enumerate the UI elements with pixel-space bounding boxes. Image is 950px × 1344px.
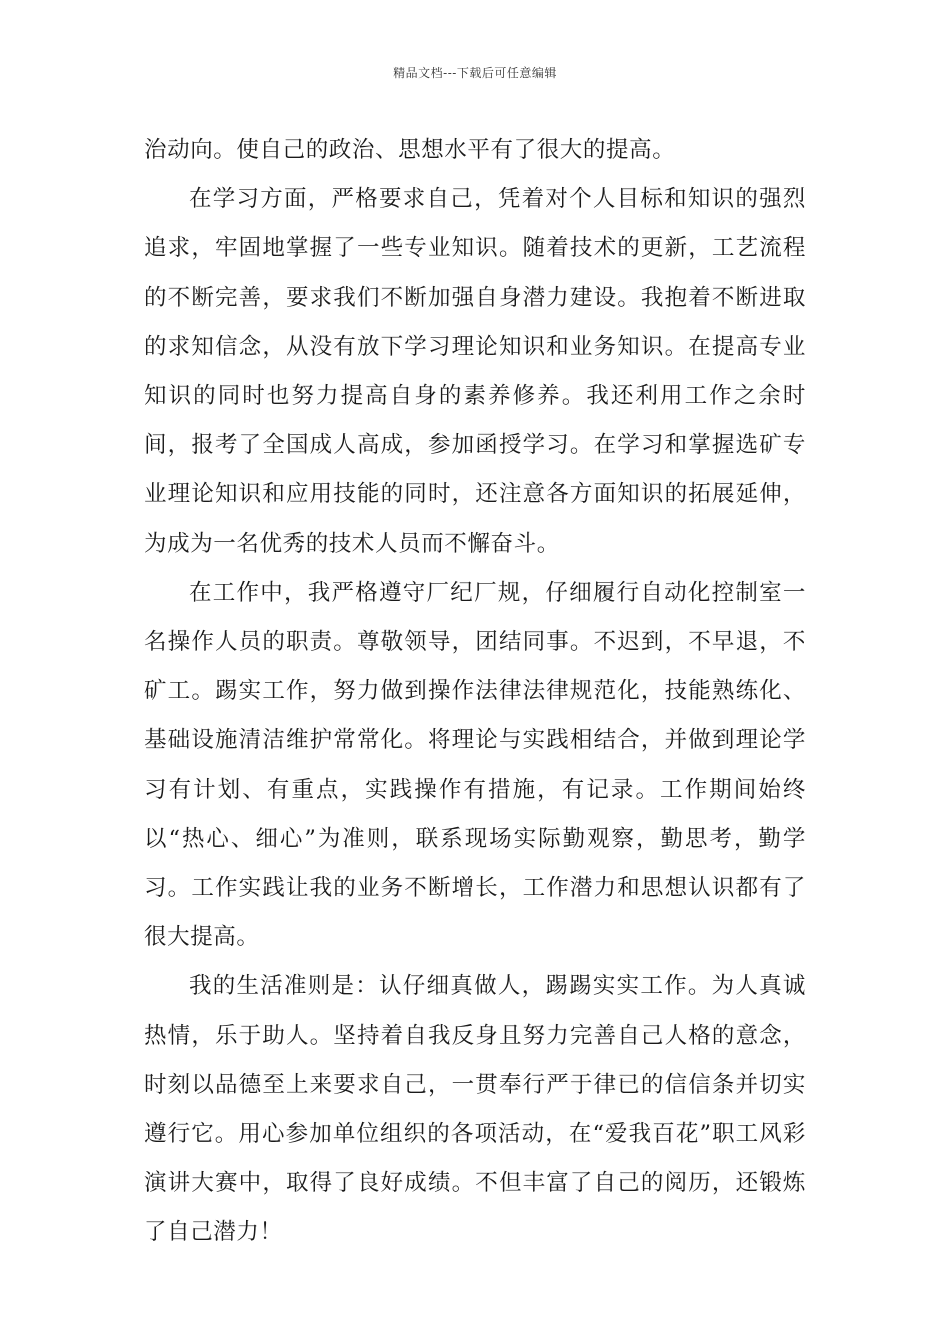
paragraph-study: 在学习方面，严格要求自己，凭着对个人目标和知识的强烈追求，牢固地掌握了一些专业知识。随着技术的更新，工艺流程的不断完善，要求我们不断加强自身潜力建设。我抱着不断进取的求知信念，从没有放下学习理论知识和业务知识。在提高专业知识的同时也努力提高自身的素养修养。我还利用工作之余时间，报考了全国成人高成，参加函授学习。在学习和掌握选矿专业理论知识和应用技能的同时，还注意各方面知识的拓展延伸，为成为一名优秀的技术人员而不懈奋斗。 xyxy=(144,186,806,557)
paragraph-life: 我的生活准则是：认仔细真做人，踢踢实实工作。为人真诚热情，乐于助人。坚持着自我反身且努力完善自己人格的意念，时刻以品德至上来要求自己，一贯奉行严于律已的信信条并切实遵行它。用心参加单位组织的各项活动，在“爱我百花”职工风彩演讲大赛中，取得了良好成绩。不但丰富了自己的阅历，还锻炼了自己潜力！ xyxy=(144,973,806,1246)
document-body xyxy=(144,126,806,1258)
paragraph-continuation: 治动向。使自己的政治、思想水平有了很大的提高。 xyxy=(144,137,676,163)
paragraph-work: 在工作中，我严格遵守厂纪厂规，仔细履行自动化控制室一名操作人员的职责。尊敬领导，团结同事。不迟到，不早退，不矿工。踢实工作，努力做到操作法律法律规范化，技能熟练化、基础设施清洁维护常常化。将理论与实践相结合，并做到理论学习有计划、有重点，实践操作有措施，有记录。工作期间始终以“热心、细心”为准则，联系现场实际勤观察，勤思考，勤学习。工作实践让我的业务不断增长，工作潜力和思想认识都有了很大提高。 xyxy=(144,579,806,951)
page-header: 精品文档---下载后可任意编辑 xyxy=(393,66,557,80)
